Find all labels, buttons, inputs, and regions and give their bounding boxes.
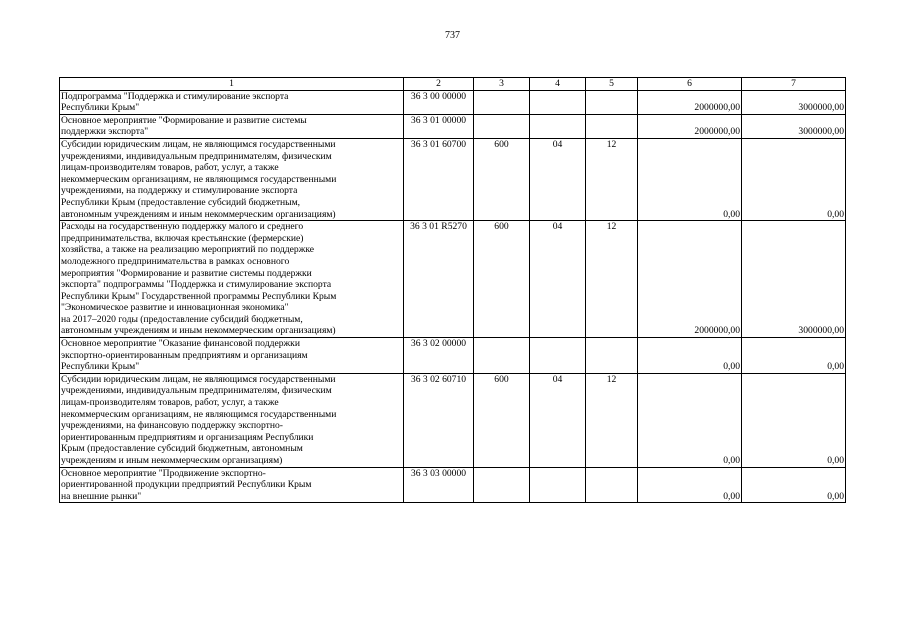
row-amount-col7: 3000000,00 (742, 221, 846, 338)
row-amount-col6: 0,00 (638, 467, 742, 503)
header-col-1: 1 (60, 78, 404, 91)
row-name: Основное мероприятие "Формирование и развитие системы поддержки экспорта" (60, 114, 404, 138)
row-expense-type (474, 467, 530, 503)
row-subsection: 12 (586, 138, 638, 220)
row-amount-col7: 0,00 (742, 138, 846, 220)
header-col-7: 7 (742, 78, 846, 91)
table-row (60, 373, 846, 467)
row-code: 36 3 01 R5270 (404, 221, 474, 338)
row-expense-type (474, 90, 530, 114)
page-number: 737 (445, 30, 460, 41)
row-amount-col7: 0,00 (742, 338, 846, 374)
row-name: Расходы на государственную поддержку малого и среднего предпринимательства, включая крестьянские (фермерские) хозяйства, а также на реализацию мероприятий по поддержке молодежного предпринимательства в рамках основного мероприятия "Формирование и развитие системы поддержки экспорта" подпрограммы "Поддержка и стимулирование экспорта Республики Крым" Государственной программы Республики Крым "Экономическое развитие и инновационная экономика" на 2017–2020 годы (предоставление субсидий бюджетным, автономным учреждениям и иным некоммерческим организациям) (60, 221, 404, 338)
row-amount-col6: 0,00 (638, 338, 742, 374)
row-code: 36 3 02 00000 (404, 338, 474, 374)
row-amount-col7: 0,00 (742, 373, 846, 467)
row-name: Основное мероприятие "Оказание финансовой поддержки экспортно-ориентированным предприятиям и организациям Республики Крым" (60, 338, 404, 374)
header-col-2: 2 (404, 78, 474, 91)
row-name: Основное мероприятие "Продвижение экспортно- ориентированной продукции предприятий Республики Крым на внешние рынки" (60, 467, 404, 503)
budget-table (59, 77, 846, 503)
table-row (60, 138, 846, 220)
row-code: 36 3 03 00000 (404, 467, 474, 503)
row-amount-col7: 3000000,00 (742, 90, 846, 114)
row-code: 36 3 01 00000 (404, 114, 474, 138)
row-section (530, 467, 586, 503)
table-row (60, 467, 846, 503)
row-amount-col6: 2000000,00 (638, 221, 742, 338)
row-subsection: 12 (586, 221, 638, 338)
row-code: 36 3 02 60710 (404, 373, 474, 467)
row-subsection: 12 (586, 373, 638, 467)
row-name: Субсидии юридическим лицам, не являющимся государственными учреждениями, индивидуальным предпринимателям, физическим лицам-производителям товаров, работ, услуг, а также некоммерческим организациям, не являющимся государственными учреждениями, на поддержку и стимулирование экспорта Республики Крым (предоставление субсидий бюджетным, автономным учреждениям и иным некоммерческим организациям) (60, 138, 404, 220)
row-amount-col6: 0,00 (638, 373, 742, 467)
row-expense-type: 600 (474, 221, 530, 338)
row-name: Субсидии юридическим лицам, не являющимся государственными учреждениями, индивидуальным предпринимателям, физическим лицам-производителям товаров, работ, услуг, а также некоммерческим организациям, не являющимся государственными учреждениями, на финансовую поддержку экспортно- ориентированным предприятиям и организациям Республики Крым (предоставление субсидий бюджетным, автономным учреждениям и иным некоммерческим организациям) (60, 373, 404, 467)
table-row (60, 221, 846, 338)
row-amount-col6: 2000000,00 (638, 114, 742, 138)
row-section (530, 90, 586, 114)
row-expense-type (474, 114, 530, 138)
row-expense-type: 600 (474, 373, 530, 467)
row-expense-type (474, 338, 530, 374)
row-section (530, 114, 586, 138)
row-amount-col6: 2000000,00 (638, 90, 742, 114)
table-header-row (60, 78, 846, 91)
row-expense-type: 600 (474, 138, 530, 220)
table-row (60, 114, 846, 138)
row-code: 36 3 00 00000 (404, 90, 474, 114)
header-col-3: 3 (474, 78, 530, 91)
table-row (60, 338, 846, 374)
header-col-6: 6 (638, 78, 742, 91)
row-amount-col7: 3000000,00 (742, 114, 846, 138)
header-col-4: 4 (530, 78, 586, 91)
row-section: 04 (530, 373, 586, 467)
header-col-5: 5 (586, 78, 638, 91)
row-section (530, 338, 586, 374)
row-name: Подпрограмма "Поддержка и стимулирование экспорта Республики Крым" (60, 90, 404, 114)
row-section: 04 (530, 221, 586, 338)
row-code: 36 3 01 60700 (404, 138, 474, 220)
row-subsection (586, 114, 638, 138)
row-subsection (586, 90, 638, 114)
row-subsection (586, 338, 638, 374)
table-row (60, 90, 846, 114)
row-section: 04 (530, 138, 586, 220)
row-amount-col7: 0,00 (742, 467, 846, 503)
row-amount-col6: 0,00 (638, 138, 742, 220)
row-subsection (586, 467, 638, 503)
